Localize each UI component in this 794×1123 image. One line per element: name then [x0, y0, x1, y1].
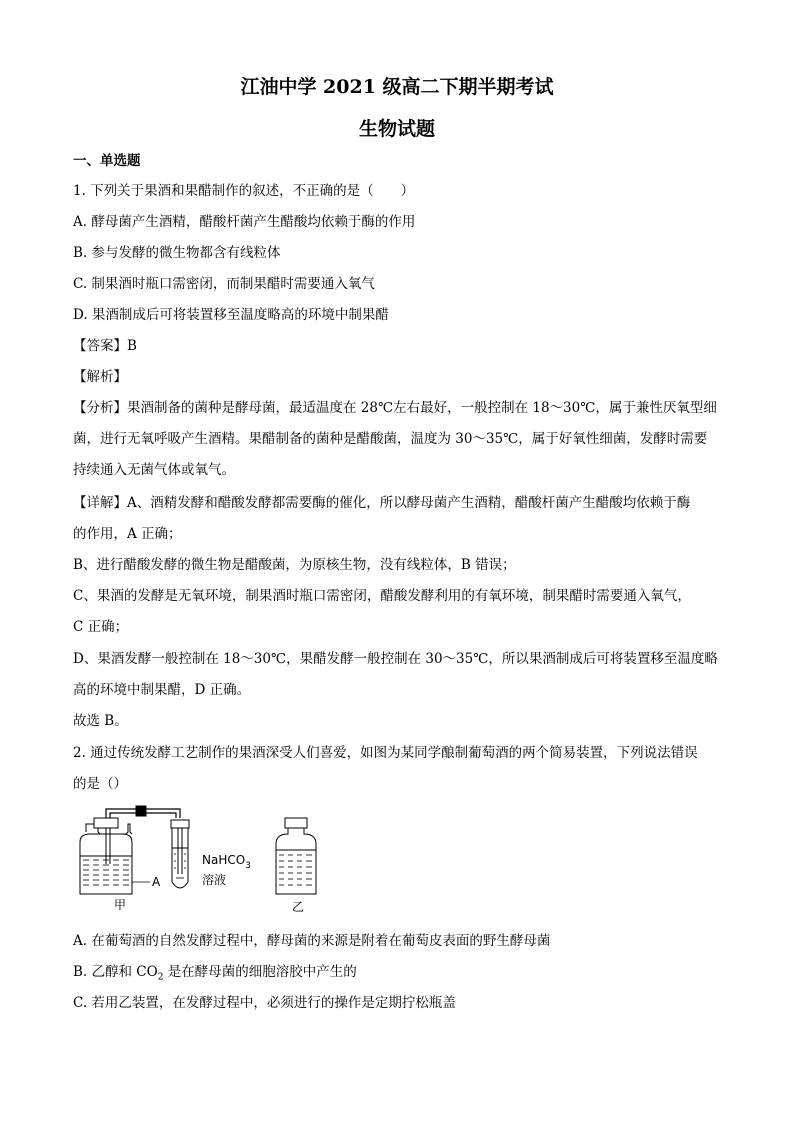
bottle-yi	[276, 818, 316, 894]
q2-option-c: C. 若用乙装置，在发酵过程中，必须进行的操作是定期拧松瓶盖	[73, 995, 456, 1011]
q2-stem-line-2: 的是（）	[73, 776, 127, 792]
q1-option-c: C. 制果酒时瓶口需密闭，而制果醋时需要通入氧气	[73, 276, 375, 292]
q1-detail-line-4: C、果酒的发酵是无氧环境，制果酒时瓶口需密闭，醋酸发酵利用的有氧环境，制果醋时需要通入氧气，	[73, 588, 691, 604]
q1-detail-line-7: 高的环境中制果醋，D 正确。	[73, 682, 251, 698]
label-a: A	[152, 875, 161, 889]
q2-option-b-part-2: 是在酵母菌的细胞溶胶中产生的	[163, 964, 357, 980]
q2-option-b-subscript: 2	[157, 972, 164, 983]
label-solution: 溶液	[202, 873, 227, 887]
label-jia: 甲	[114, 898, 127, 912]
q1-detail-line-2: 的作用，A 正确；	[73, 526, 182, 542]
q1-conclusion: 故选 B。	[73, 713, 128, 729]
q2-option-b-part-1: B. 乙醇和 CO	[73, 964, 158, 980]
q1-analysis-line-2: 菌，进行无氧呼吸产生酒精。果醋制备的菌种是醋酸菌，温度为 30～35℃，属于好氧性细菌，发酵时需要	[73, 431, 708, 447]
q1-stem: 1. 下列关于果酒和果醋制作的叙述，不正确的是（ ）	[73, 183, 415, 199]
q2-option-a: A. 在葡萄酒的自然发酵过程中，酵母菌的来源是附着在葡萄皮表面的野生酵母菌	[73, 933, 551, 949]
fermentation-apparatus-figure	[70, 804, 330, 916]
q1-detail-line-1: 【详解】A、酒精发酵和醋酸发酵都需要酶的催化，所以酵母菌产生酒精，醋酸杆菌产生醋酸均依赖于酶	[73, 495, 691, 511]
q2-option-b	[73, 963, 723, 987]
q1-analysis-header: 【解析】	[73, 369, 127, 385]
q1-detail-line-6: D、果酒发酵一般控制在 18～30℃，果醋发酵一般控制在 30～35℃，所以果酒制成后可将装置移至温度略	[73, 651, 718, 667]
q1-detail-line-3: B、进行醋酸发酵的微生物是醋酸菌，为原核生物，没有线粒体，B 错误；	[73, 557, 516, 573]
label-yi: 乙	[292, 900, 305, 914]
q1-analysis-line-1: 【分析】果酒制备的菌种是酵母菌，最适温度在 28℃左右最好，一般控制在 18～30℃，属于兼性厌氧型细	[73, 400, 717, 416]
q1-option-d: D. 果酒制成后可将装置移至温度略高的环境中制果醋	[73, 307, 389, 323]
q1-answer: 【答案】B	[73, 338, 137, 354]
exam-title: 江油中学 2021 级高二下期半期考试	[240, 76, 554, 98]
q1-option-b: B. 参与发酵的微生物都含有线粒体	[73, 245, 281, 261]
label-nahco3: NaHCO$_3$	[202, 853, 251, 871]
bottle-jia	[80, 806, 180, 894]
q2-stem-line-1: 2. 通过传统发酵工艺制作的果酒深受人们喜爱，如图为某同学酿制葡萄酒的两个简易装置，下列说法错误	[73, 745, 698, 761]
exam-subtitle: 生物试题	[358, 118, 435, 140]
section-heading: 一、单选题	[73, 153, 141, 169]
q1-option-a: A. 酵母菌产生酒精，醋酸杆菌产生醋酸均依赖于酶的作用	[73, 214, 416, 230]
q1-detail-line-5: C 正确；	[73, 619, 129, 635]
test-tube	[171, 820, 189, 888]
q1-analysis-line-3: 持续通入无菌气体或氧气。	[73, 462, 235, 478]
